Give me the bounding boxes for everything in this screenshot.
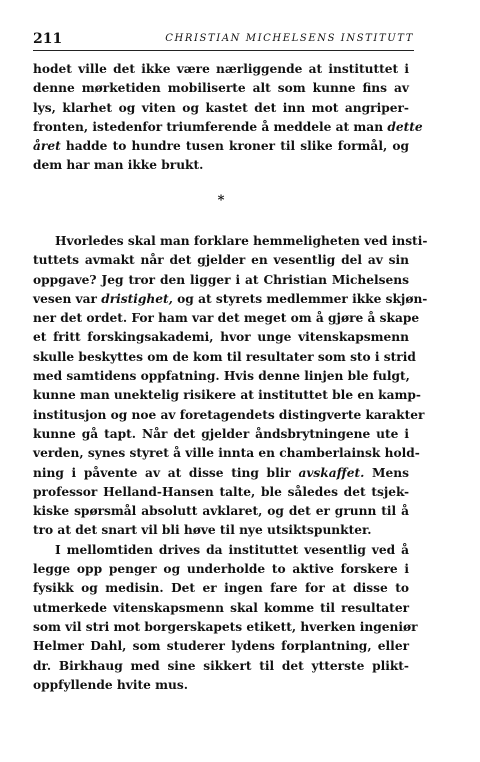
italic-word: dristighet, xyxy=(101,291,173,306)
text-line: fysikk og medisin. Det er ingen fare for at disse to xyxy=(33,581,409,596)
italic-word: avskaffet. xyxy=(298,465,365,480)
italic-word: dette xyxy=(387,119,423,134)
text-segment: Mens xyxy=(372,465,409,480)
section-separator: * xyxy=(217,193,225,208)
text-segment: vesen var xyxy=(33,291,97,306)
text-segment: og at styrets medlemmer ikke skjøn- xyxy=(177,291,428,306)
text-line: professor Helland-Hansen talte, ble således det tsjek- xyxy=(33,484,409,499)
text-line: verden, synes styret å ville innta en chamberlainsk hold- xyxy=(33,446,420,461)
text-line xyxy=(33,137,409,156)
text-segment: hadde to hundre tusen kroner til slike formål, og xyxy=(65,139,409,154)
paragraph-2 xyxy=(33,232,428,695)
text-line: Hvorledes skal man forklare hemmeligheten ved insti- xyxy=(55,234,428,248)
text-segment: ning i påvente av at disse ting blir xyxy=(33,465,291,480)
text-line: ner det ordet. For ham var det meget om å gjøre å skape xyxy=(33,311,420,326)
text-line: Helmer Dahl, som studerer lydens forplantning, eller xyxy=(33,639,409,654)
running-head: CHRISTIAN MICHELSENS INSTITUTT xyxy=(165,33,414,44)
text-line: som vil stri mot borgerskapets etikett, hverken ingeniør xyxy=(33,619,418,634)
page-number: 211 xyxy=(33,31,63,47)
text-line xyxy=(33,464,409,483)
text-line: institusjon og noe av foretagendets distingverte karakter xyxy=(33,407,425,422)
italic-word: året xyxy=(33,139,61,154)
text-line xyxy=(33,118,423,137)
text-line: oppfyllende hvite mus. xyxy=(33,677,188,692)
text-line: kunne gå tapt. Når det gjelder åndsbrytningene ute i xyxy=(33,426,409,441)
text-line: tuttets avmakt når det gjelder en vesentlig del av sin xyxy=(33,253,409,268)
text-line: tro at det snart vil bli høve til nye utsiktspunkter. xyxy=(33,523,372,538)
paragraph-1 xyxy=(33,60,423,176)
text-line xyxy=(33,290,428,309)
text-line: kiske spørsmål absolutt avklaret, og det er grunn til å xyxy=(33,504,409,519)
text-line: denne mørketiden mobiliserte alt som kunne fins av xyxy=(33,81,409,96)
text-line: med samtidens oppfatning. Hvis denne linjen ble fulgt, xyxy=(33,369,410,384)
page-header xyxy=(33,30,414,51)
text-line: et fritt forskingsakademi, hvor unge vitenskapsmenn xyxy=(33,330,409,345)
text-line: hodet ville det ikke være nærliggende at instituttet i xyxy=(33,62,409,76)
text-line: kunne man unektelig risikere at instituttet ble en kamp- xyxy=(33,388,421,403)
text-line: dem har man ikke brukt. xyxy=(33,158,204,173)
text-line: lys, klarhet og viten og kastet det inn mot angriper- xyxy=(33,100,409,115)
text-line: dr. Birkhaug med sine sikkert til det ytterste plikt- xyxy=(33,658,409,673)
text-line: legge opp penger og underholde to aktive forskere i xyxy=(33,562,409,577)
text-line: utmerkede vitenskapsmenn skal komme til resultater xyxy=(33,600,409,615)
text-segment: fronten, istedenfor triumferende å meddele at man xyxy=(33,119,384,134)
text-line: skulle beskyttes om de kom til resultater som sto i strid xyxy=(33,349,416,364)
text-line: oppgave? Jeg tror den ligger i at Christian Michelsens xyxy=(33,272,409,287)
text-line: I mellomtiden drives da instituttet vesentlig ved å xyxy=(55,542,409,557)
